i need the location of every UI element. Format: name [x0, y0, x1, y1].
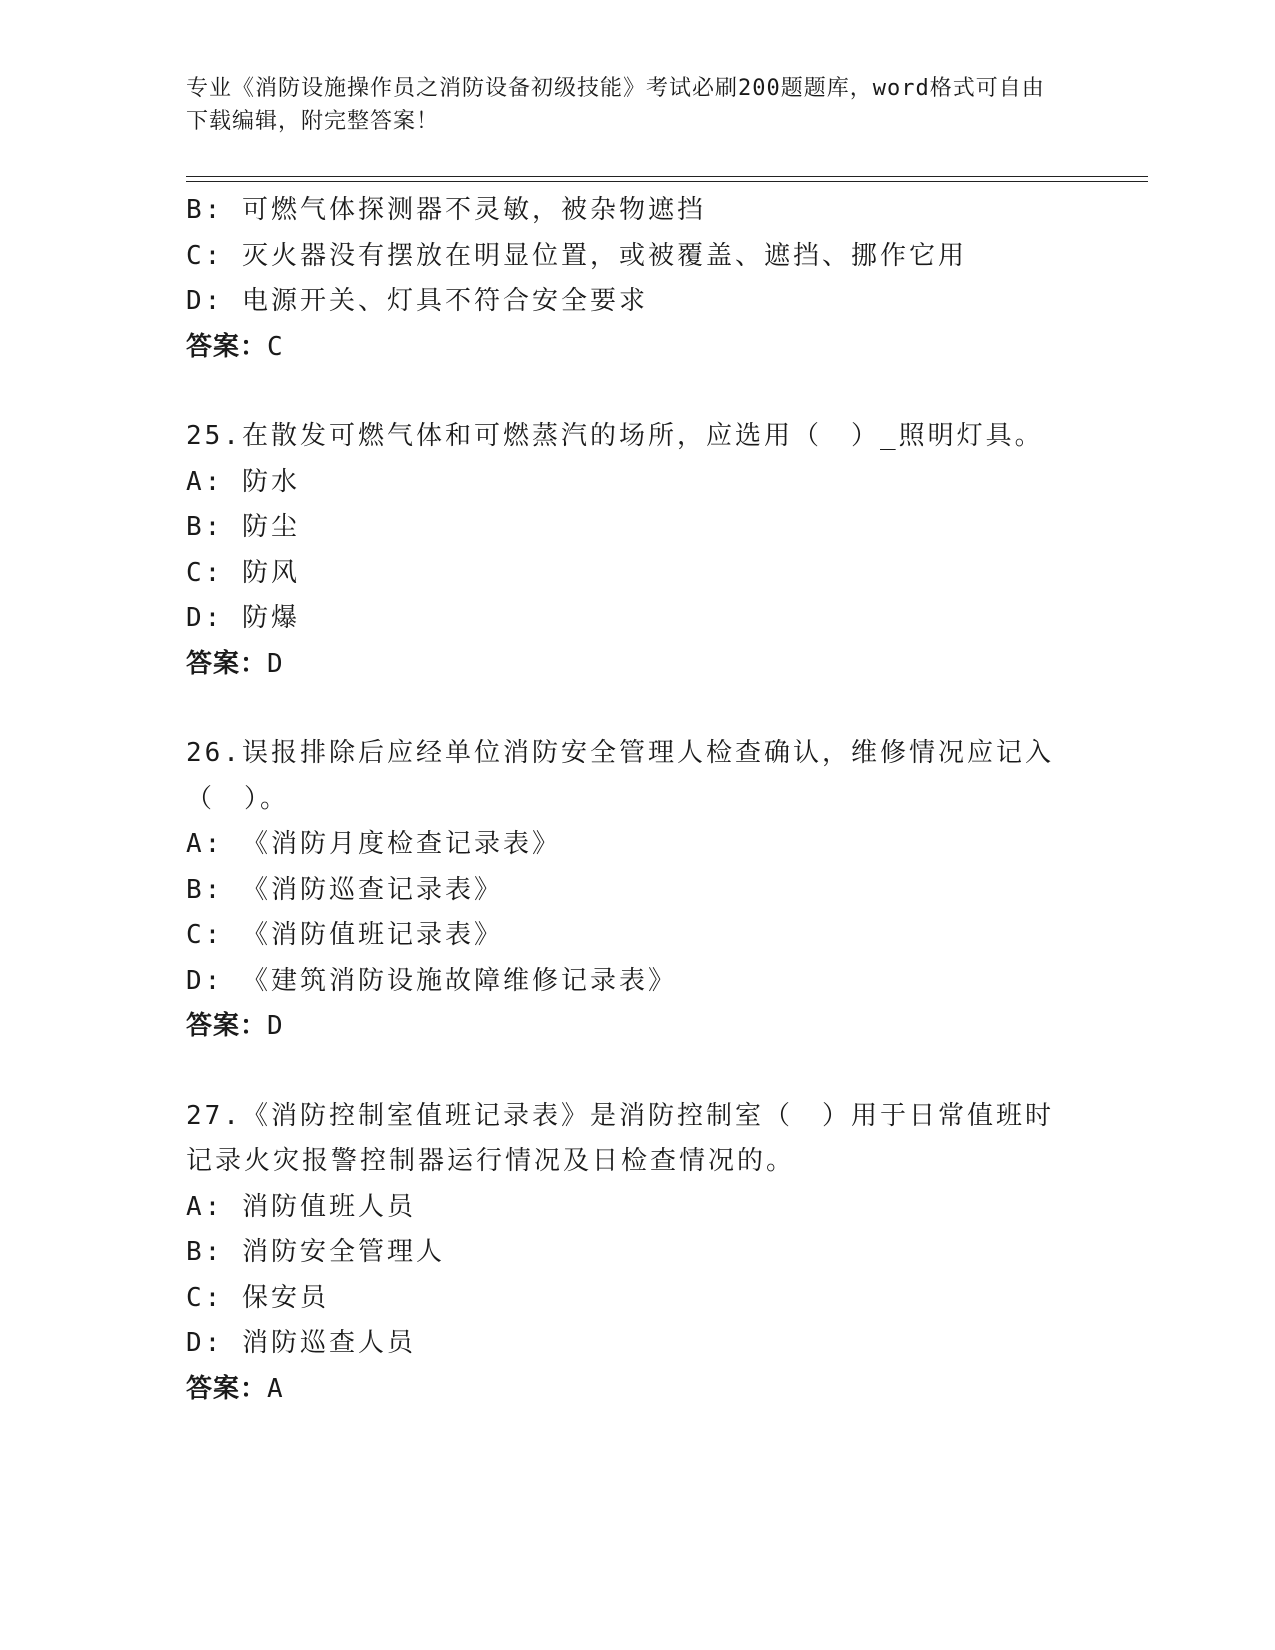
option-c: C: 灭火器没有摆放在明显位置，或被覆盖、遮挡、挪作它用: [186, 240, 967, 271]
option-a: A: 《消防月度检查记录表》: [186, 829, 561, 859]
answer-label: 答案：: [186, 648, 268, 679]
answer-value: A: [267, 1373, 284, 1404]
answer-label: 答案：: [186, 1373, 268, 1404]
question-text: 26.误报排除后应经单位消防安全管理人检查确认，维修情况应记入（ ）。: [186, 738, 1054, 814]
answer-line: [186, 1004, 1086, 1050]
document-header: 专业《消防设施操作员之消防设备初级技能》考试必刷200题题库，word格式可自由下载编辑，附完整答案！: [186, 76, 1045, 134]
option-a: A: 防水: [186, 466, 300, 497]
option-c: C: 防风: [186, 557, 300, 588]
answer-line: [186, 325, 1086, 371]
option-c: C: 《消防值班记录表》: [186, 920, 503, 950]
header-divider-bottom: [186, 181, 1148, 182]
spacer: [186, 1050, 1086, 1094]
header-divider-top: [186, 176, 1148, 177]
option-d: D: 《建筑消防设施故障维修记录表》: [186, 965, 677, 996]
option-b: B: 可燃气体探测器不灵敏，被杂物遮挡: [186, 195, 706, 225]
option-d: D: 电源开关、灯具不符合安全要求: [186, 286, 648, 316]
question-text: 27.《消防控制室值班记录表》是消防控制室（ ）用于日常值班时记录火灾报警控制器运行情况及日检查情况的。: [186, 1100, 1054, 1176]
option-b: B: 《消防巡查记录表》: [186, 874, 503, 905]
question-26: [186, 731, 1086, 1050]
answer-value: D: [267, 1011, 284, 1041]
answer-line: [186, 642, 1086, 688]
answer-label: 答案：: [186, 331, 268, 362]
spacer: [186, 370, 1086, 414]
answer-value: C: [267, 331, 284, 362]
spacer: [186, 687, 1086, 731]
option-a: A: 消防值班人员: [186, 1191, 416, 1222]
option-b: B: 防尘: [186, 512, 300, 542]
question-27: [186, 1094, 1086, 1413]
answer-label: 答案：: [186, 1011, 268, 1041]
option-d: D: 防爆: [186, 603, 300, 633]
question-25: [186, 414, 1086, 687]
option-d: D: 消防巡查人员: [186, 1328, 416, 1358]
option-b: B: 消防安全管理人: [186, 1237, 445, 1267]
prev-question-block: [186, 188, 1086, 370]
answer-value: D: [267, 648, 284, 679]
answer-line: [186, 1367, 1086, 1413]
question-text: 25.在散发可燃气体和可燃蒸汽的场所，应选用（ ）_照明灯具。: [186, 421, 1044, 451]
option-c: C: 保安员: [186, 1282, 329, 1313]
question-list: [186, 188, 1086, 1412]
